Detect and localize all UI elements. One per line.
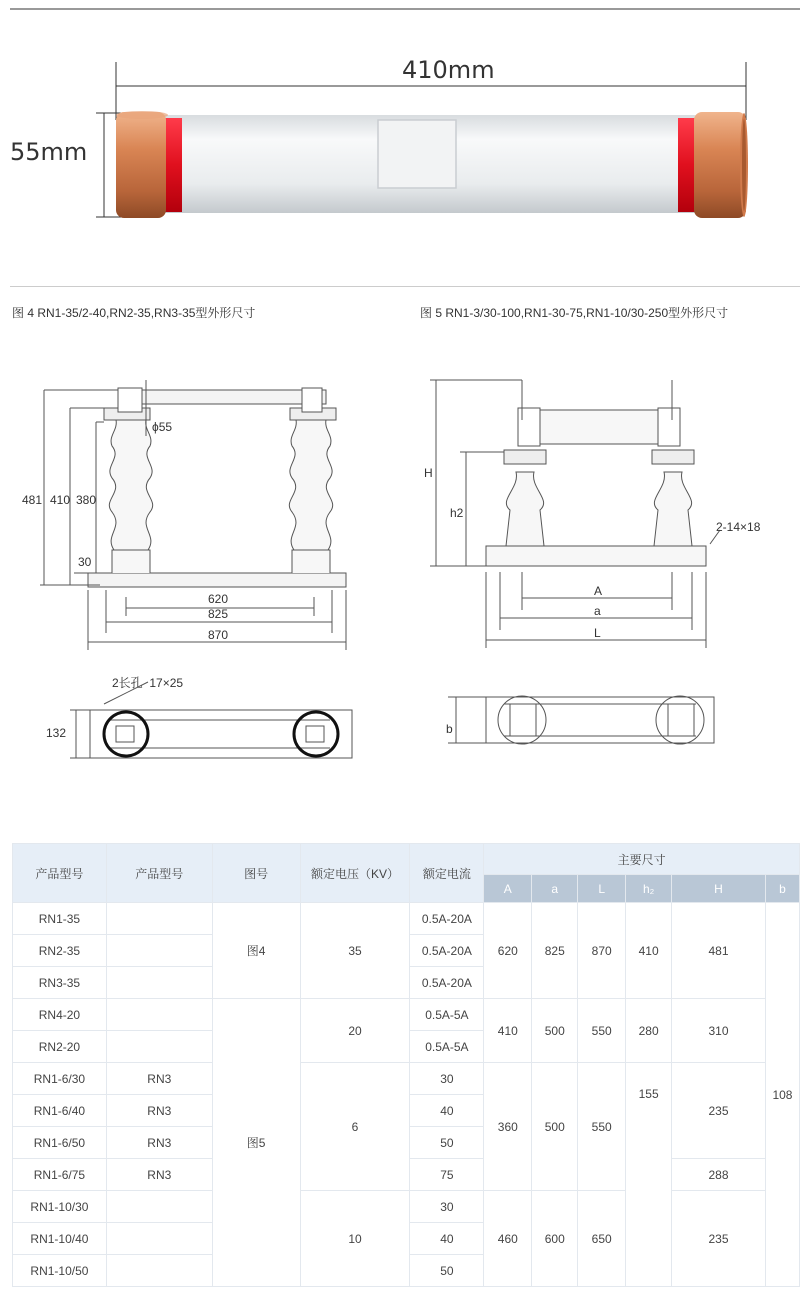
cell-model: RN1-6/50 <box>13 1127 107 1159</box>
cell-current: 30 <box>410 1191 484 1223</box>
cell-model2: RN3 <box>106 1095 212 1127</box>
fig5-dim-h2: h2 <box>450 506 464 520</box>
cell-current: 50 <box>410 1255 484 1287</box>
cell-current: 0.5A-20A <box>410 903 484 935</box>
cell-a: 600 <box>532 1191 578 1287</box>
cell-b: 108 <box>765 903 799 1287</box>
fig4-caption: 图 4 RN1-35/2-40,RN2-35,RN3-35型外形尺寸 <box>12 306 256 320</box>
fig5-dim-a: a <box>594 604 601 618</box>
cell-current: 50 <box>410 1127 484 1159</box>
cell-H: 235 <box>672 1191 766 1287</box>
cell-model2 <box>106 999 212 1031</box>
cell-voltage: 35 <box>300 903 410 999</box>
cell-a: 825 <box>532 903 578 999</box>
cell-a: 500 <box>532 1063 578 1191</box>
cell-current: 75 <box>410 1159 484 1191</box>
fig4-dim-410: 410 <box>50 493 71 507</box>
cell-model: RN1-6/40 <box>13 1095 107 1127</box>
cell-model2 <box>106 903 212 935</box>
fig4-drawing <box>0 360 400 780</box>
cell-model2 <box>106 1191 212 1223</box>
fig5-dim-b: b <box>446 722 453 736</box>
fig4-dim-870: 870 <box>208 628 229 642</box>
cell-model2: RN3 <box>106 1063 212 1095</box>
fig4-dim-620: 620 <box>208 592 229 606</box>
cell-A: 360 <box>484 1063 532 1191</box>
hdr-model-2: 产品型号 <box>106 844 212 903</box>
cell-H: 288 <box>672 1159 766 1191</box>
cell-model: RN1-10/50 <box>13 1255 107 1287</box>
fig5-caption: 图 5 RN1-3/30-100,RN1-30-75,RN1-10/30-250型外形尺寸 <box>420 306 729 320</box>
diameter-label: 55mm <box>10 138 88 166</box>
cell-model2 <box>106 1255 212 1287</box>
cell-voltage: 10 <box>300 1191 410 1287</box>
cell-model2 <box>106 967 212 999</box>
spec-table <box>12 843 800 1287</box>
cell-H: 310 <box>672 999 766 1063</box>
fig4-dim-825: 825 <box>208 607 229 621</box>
fig4-dim-30: 30 <box>78 555 92 569</box>
cell-a: 500 <box>532 999 578 1063</box>
fig4-dim-phi: ϕ55 <box>152 420 173 434</box>
hdr-fig: 图号 <box>212 844 300 903</box>
table-row <box>13 1191 800 1223</box>
cell-L: 550 <box>578 999 626 1063</box>
cell-h2: 280 <box>626 999 672 1063</box>
cell-L: 870 <box>578 903 626 999</box>
cell-model: RN1-10/30 <box>13 1191 107 1223</box>
cell-A: 460 <box>484 1191 532 1287</box>
fuse-photo <box>0 20 800 260</box>
cell-model: RN2-35 <box>13 935 107 967</box>
fig5-dim-H: H <box>424 466 433 480</box>
sub-h2: h₂ <box>626 875 672 903</box>
length-label: 410mm <box>402 56 495 84</box>
sub-H: H <box>672 875 766 903</box>
cell-current: 40 <box>410 1095 484 1127</box>
cell-model: RN3-35 <box>13 967 107 999</box>
cell-L: 550 <box>578 1063 626 1191</box>
cell-h2: 155 <box>626 1063 672 1287</box>
cell-H: 481 <box>672 903 766 999</box>
fig5-holes: 2-14×18 <box>716 520 761 534</box>
cell-current: 0.5A-20A <box>410 935 484 967</box>
cell-current: 0.5A-5A <box>410 999 484 1031</box>
sub-A: A <box>484 875 532 903</box>
cell-model2: RN3 <box>106 1159 212 1191</box>
fig5-dim-A: A <box>594 584 603 598</box>
hdr-dims: 主要尺寸 <box>484 844 800 875</box>
cell-H: 235 <box>672 1063 766 1159</box>
cell-current: 40 <box>410 1223 484 1255</box>
cell-model: RN1-6/75 <box>13 1159 107 1191</box>
cell-model2 <box>106 935 212 967</box>
table-row <box>13 1063 800 1095</box>
cell-voltage: 6 <box>300 1063 410 1191</box>
table-row <box>13 999 800 1031</box>
cell-model: RN2-20 <box>13 1031 107 1063</box>
cell-model2 <box>106 1223 212 1255</box>
cell-voltage: 20 <box>300 999 410 1063</box>
cell-model2 <box>106 1031 212 1063</box>
cell-fig: 图4 <box>212 903 300 999</box>
sub-b: b <box>765 875 799 903</box>
fig5-drawing <box>400 360 800 780</box>
cell-model: RN1-6/30 <box>13 1063 107 1095</box>
hdr-voltage: 额定电压（KV） <box>300 844 410 903</box>
fig4-dim-481: 481 <box>22 493 43 507</box>
fig4-dim-380: 380 <box>76 493 97 507</box>
cell-current: 0.5A-5A <box>410 1031 484 1063</box>
hdr-current: 额定电流 <box>410 844 484 903</box>
cell-model: RN1-10/40 <box>13 1223 107 1255</box>
cell-model: RN1-35 <box>13 903 107 935</box>
fig4-slot-note: 2长孔 17×25 <box>112 676 184 690</box>
cell-model: RN4-20 <box>13 999 107 1031</box>
cell-L: 650 <box>578 1191 626 1287</box>
sub-a: a <box>532 875 578 903</box>
section-divider <box>10 286 800 287</box>
top-rule <box>10 8 800 10</box>
cell-A: 620 <box>484 903 532 999</box>
cell-fig: 图5 <box>212 999 300 1287</box>
fig4-dim-132: 132 <box>46 726 67 740</box>
cell-current: 30 <box>410 1063 484 1095</box>
fig5-dim-L: L <box>594 626 601 640</box>
sub-L: L <box>578 875 626 903</box>
cell-h2: 410 <box>626 903 672 999</box>
hdr-model-1: 产品型号 <box>13 844 107 903</box>
table-row <box>13 903 800 935</box>
cell-current: 0.5A-20A <box>410 967 484 999</box>
cell-model2: RN3 <box>106 1127 212 1159</box>
cell-A: 410 <box>484 999 532 1063</box>
